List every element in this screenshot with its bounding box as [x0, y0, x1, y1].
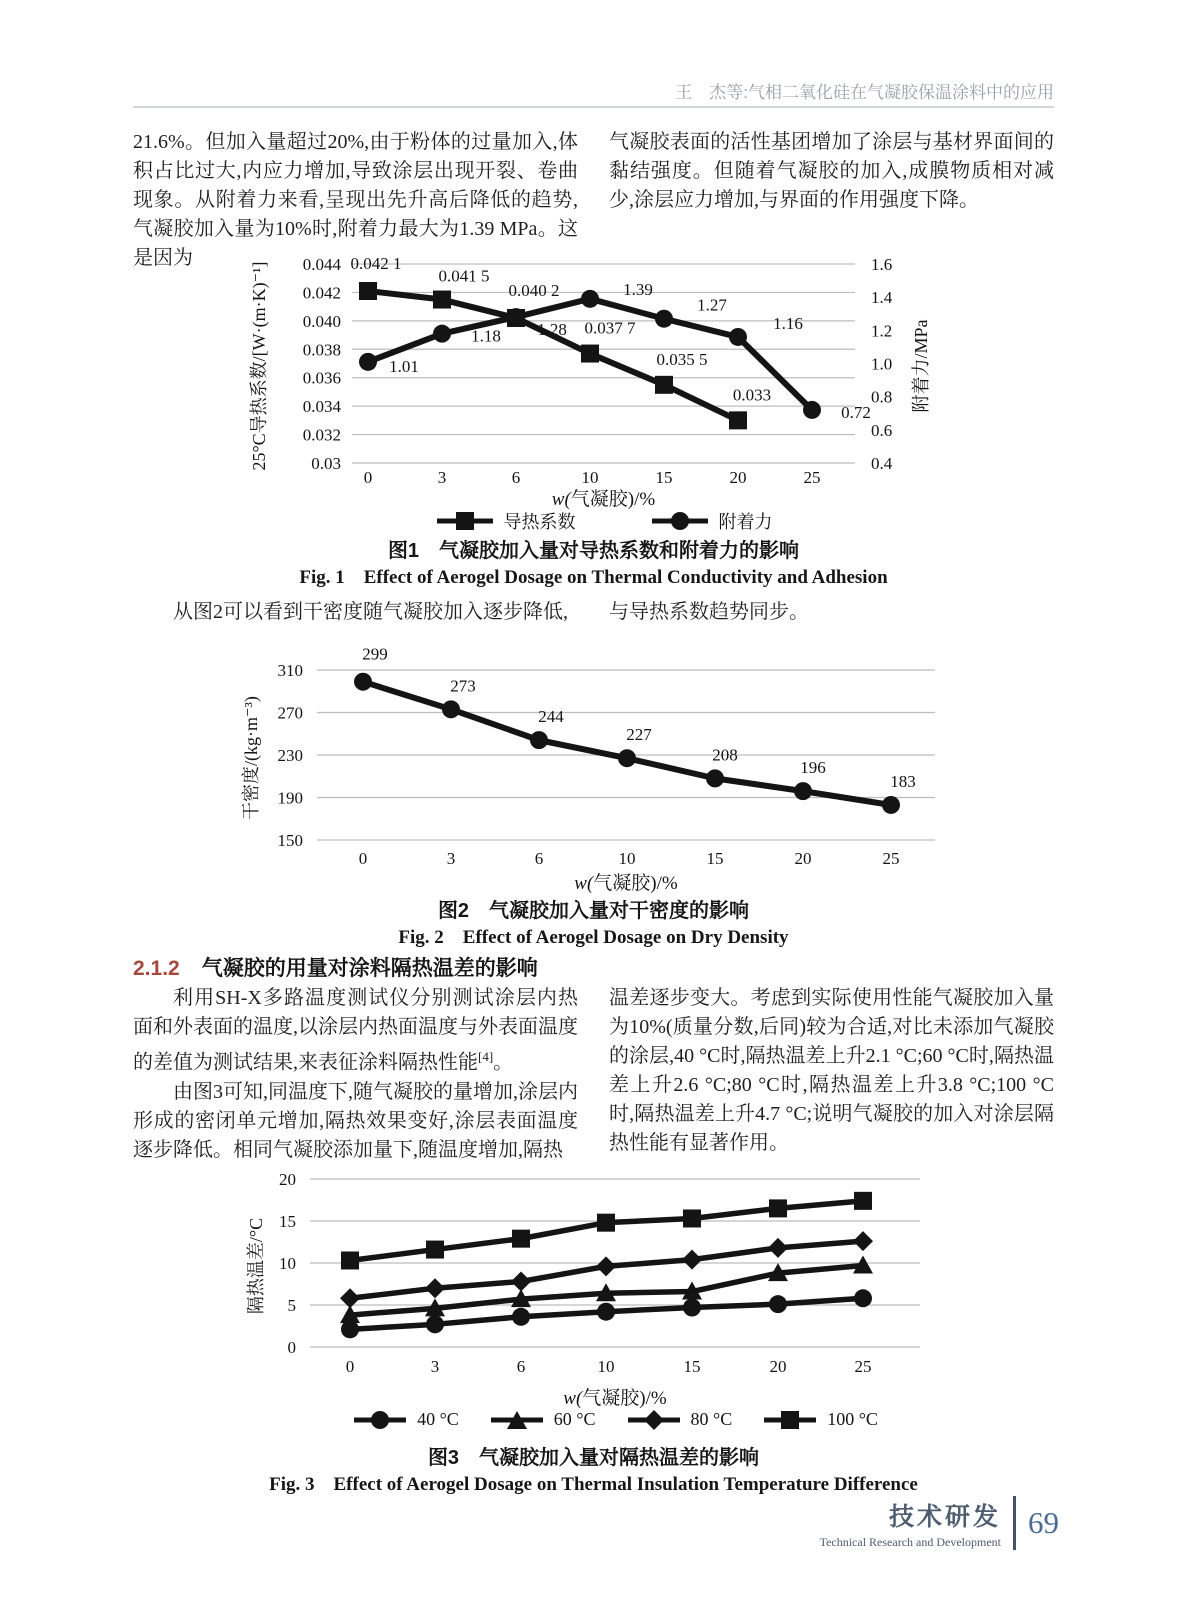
- svg-text:1.2: 1.2: [871, 321, 893, 341]
- svg-text:273: 273: [450, 676, 476, 696]
- svg-text:0.042 1: 0.042 1: [350, 254, 402, 274]
- header-rule: [133, 106, 1054, 108]
- svg-text:1.6: 1.6: [871, 255, 893, 274]
- legend-label: 40 °C: [417, 1409, 459, 1429]
- figure2-caption-en: Fig. 2 Effect of Aerogel Dosage on Dry Density: [398, 927, 789, 948]
- paragraph: 由图3可知,同温度下,随气凝胶的量增加,涂层内形成的密闭单元增加,隔热效果变好,涂层表面温度逐步降低。相同气凝胶添加量下,随温度增加,隔热: [133, 1080, 578, 1161]
- section-title: 气凝胶的用量对涂料隔热温差的影响: [201, 957, 538, 980]
- footer-section: [820, 1497, 1001, 1550]
- section-2-1-2-heading: [133, 952, 1054, 982]
- figure3-caption-cn: 图3 气凝胶加入量对隔热温差的影响: [427, 1447, 760, 1469]
- svg-text:3: 3: [430, 1357, 440, 1376]
- circle-series-marker-icon: [352, 1410, 408, 1430]
- figure-3: [133, 1155, 1054, 1441]
- svg-text:0.037 7: 0.037 7: [584, 318, 636, 338]
- figure1-caption-en: Fig. 1 Effect of Aerogel Dosage on Thermal Conductivity and Adhesion: [299, 567, 888, 588]
- figure3-y-axis-label: 隔热温差/°C: [246, 1217, 266, 1315]
- svg-text:196: 196: [800, 758, 826, 778]
- svg-text:270: 270: [277, 703, 303, 723]
- svg-text:0.6: 0.6: [871, 420, 893, 440]
- legend-label: 导热系数: [503, 512, 576, 532]
- svg-text:20: 20: [769, 1357, 787, 1376]
- section-number: 2.1.2: [133, 957, 180, 980]
- svg-text:208: 208: [712, 745, 738, 765]
- figure3-x-axis-label: w(气凝胶)/%: [563, 1388, 667, 1409]
- svg-text:25: 25: [803, 468, 821, 487]
- svg-text:20: 20: [794, 849, 812, 868]
- svg-text:0.03: 0.03: [311, 454, 341, 473]
- triangle-series-marker-icon: [489, 1410, 545, 1430]
- figure2-caption-cn: 图2 气凝胶加入量对干密度的影响: [437, 900, 750, 922]
- svg-text:0: 0: [358, 849, 368, 868]
- svg-text:299: 299: [362, 644, 388, 664]
- figure3-plot: [133, 1155, 1054, 1381]
- paragraph: 与导热系数趋势同步。: [609, 601, 809, 623]
- paragraph: 气凝胶表面的活性基团增加了涂层与基材界面间的黏结强度。但随着气凝胶的加入,成膜物质相对减少,涂层应力增加,与界面的作用强度下降。: [609, 131, 1054, 211]
- legend-label: 60 °C: [553, 1409, 596, 1429]
- legend-item: [435, 508, 576, 534]
- section-2-1-2-body: [133, 984, 1054, 1165]
- svg-text:15: 15: [706, 849, 724, 868]
- svg-text:6: 6: [516, 1357, 526, 1376]
- svg-text:3: 3: [437, 468, 447, 487]
- svg-text:0.040 2: 0.040 2: [508, 281, 560, 301]
- svg-text:227: 227: [626, 725, 652, 745]
- svg-text:310: 310: [277, 661, 303, 680]
- svg-text:10: 10: [597, 1357, 615, 1376]
- svg-text:25: 25: [854, 1357, 872, 1376]
- legend-label: 80 °C: [690, 1409, 733, 1429]
- figure1-x-axis-label: w(气凝胶)/%: [551, 489, 656, 510]
- paragraph-text: 。: [493, 1051, 514, 1074]
- legend-item: [352, 1409, 459, 1430]
- svg-text:6: 6: [534, 849, 544, 868]
- svg-text:0.036: 0.036: [302, 368, 341, 388]
- svg-text:1.4: 1.4: [871, 288, 893, 308]
- svg-text:3: 3: [446, 849, 456, 868]
- running-header: 王 杰等:气相二氧化硅在气凝胶保温涂料中的应用: [675, 83, 1054, 102]
- svg-text:1.28: 1.28: [537, 320, 567, 340]
- svg-text:10: 10: [618, 849, 636, 868]
- svg-text:0: 0: [287, 1338, 296, 1357]
- page-number: 69: [1028, 1505, 1059, 1540]
- figure2-y-axis-label: 干密度/(kg·m⁻³): [241, 696, 261, 820]
- between-figures-paragraphs: [133, 598, 1054, 627]
- citation-ref: [4]: [478, 1049, 494, 1064]
- svg-text:1.39: 1.39: [623, 279, 653, 299]
- figure2-x-axis-label: w(气凝胶)/%: [574, 873, 678, 894]
- footer-divider: [1013, 1496, 1016, 1550]
- legend-label: 附着力: [718, 512, 773, 532]
- svg-text:20: 20: [729, 468, 747, 487]
- circle-series-marker-icon: [650, 511, 710, 531]
- footer-section-cn: 技术研发: [888, 1502, 1001, 1531]
- svg-text:5: 5: [287, 1296, 296, 1315]
- figure2-plot: [133, 640, 1054, 872]
- svg-text:1.01: 1.01: [389, 356, 419, 376]
- svg-text:0: 0: [345, 1357, 355, 1376]
- figure3-caption-en: Fig. 3 Effect of Aerogel Dosage on Thermal Insulation Temperature Difference: [269, 1474, 918, 1495]
- svg-text:10: 10: [581, 468, 599, 487]
- svg-text:15: 15: [655, 468, 673, 487]
- diamond-series-marker-icon: [626, 1410, 682, 1430]
- figure1-y-axis-label-right: 附着力/MPa: [911, 319, 931, 413]
- figure3-legend: [270, 1409, 960, 1430]
- svg-text:0.042: 0.042: [302, 283, 341, 303]
- svg-text:0.4: 0.4: [871, 454, 893, 473]
- svg-text:1.16: 1.16: [773, 313, 803, 333]
- legend-item: [626, 1409, 733, 1430]
- svg-text:1.0: 1.0: [871, 354, 893, 374]
- svg-text:0.044: 0.044: [302, 255, 341, 274]
- svg-text:0.8: 0.8: [871, 387, 893, 407]
- legend-item: [489, 1409, 596, 1430]
- svg-text:15: 15: [683, 1357, 701, 1376]
- svg-text:1.27: 1.27: [697, 295, 727, 315]
- svg-text:0.041 5: 0.041 5: [438, 266, 490, 286]
- footer-section-en: Technical Research and Development: [819, 1534, 1001, 1549]
- svg-text:25: 25: [882, 849, 900, 868]
- paragraph-text: 利用SH-X多路温度测试仪分别测试涂层内热面和外表面的温度,以涂层内热面温度与外表面温度的差值为测试结果,来表征涂料隔热性能: [133, 987, 578, 1074]
- svg-text:10: 10: [279, 1254, 296, 1273]
- svg-text:244: 244: [538, 707, 564, 727]
- page-footer: [820, 1496, 1059, 1550]
- svg-text:15: 15: [279, 1212, 296, 1231]
- figure1-y-axis-label-left: 25°C导热系数/[W·(m·K)⁻¹]: [249, 261, 269, 471]
- svg-text:0.72: 0.72: [841, 402, 871, 422]
- svg-text:0.040: 0.040: [302, 311, 341, 331]
- svg-text:20: 20: [279, 1170, 296, 1189]
- svg-text:230: 230: [277, 746, 303, 765]
- svg-text:1.18: 1.18: [471, 326, 501, 346]
- paragraph: 温差逐步变大。考虑到实际使用性能气凝胶加入量为10%(质量分数,后同)较为合适,对比未添加气凝胶的涂层,40 °C时,隔热温差上升2.1 °C;60 °C时,隔热温差上升2.6 °C;80 °C时,隔热温差上升3.8 °C;100 °C时,隔热温差上升4.7 °C;说明气凝胶的加入对涂层隔热性能有显著作用。: [609, 987, 1054, 1154]
- svg-text:6: 6: [511, 468, 521, 487]
- legend-item: [762, 1409, 878, 1430]
- paragraph: 21.6%。但加入量超过20%,由于粉体的过量加入,体积占比过大,内应力增加,导致涂层出现开裂、卷曲现象。从附着力来看,呈现出先升高后降低的趋势,气凝胶加入量为10%时,附着力最大为1.39 MPa。这是因为: [133, 131, 578, 269]
- figure1-caption-cn: 图1 气凝胶加入量对导热系数和附着力的影响: [387, 540, 800, 562]
- svg-text:0.038: 0.038: [302, 340, 341, 360]
- svg-text:0.035 5: 0.035 5: [656, 349, 708, 369]
- svg-text:150: 150: [277, 831, 303, 850]
- svg-text:0.032: 0.032: [302, 425, 341, 445]
- figure1-legend: [352, 508, 855, 534]
- paragraph: 从图2可以看到干密度随气凝胶加入逐步降低,: [173, 601, 568, 623]
- figure-1: [133, 250, 1054, 542]
- square-series-marker-icon: [435, 511, 495, 531]
- square-series-marker-icon: [762, 1410, 818, 1430]
- left-column: [133, 984, 578, 1165]
- figure-2: [133, 640, 1054, 892]
- svg-text:0: 0: [363, 468, 373, 487]
- svg-text:0.034: 0.034: [302, 397, 341, 417]
- legend-label: 100 °C: [827, 1409, 878, 1429]
- svg-text:0.033: 0.033: [732, 385, 772, 405]
- svg-text:190: 190: [277, 788, 303, 808]
- svg-text:183: 183: [890, 771, 916, 791]
- legend-item: [650, 508, 773, 534]
- paragraph: [133, 984, 578, 1078]
